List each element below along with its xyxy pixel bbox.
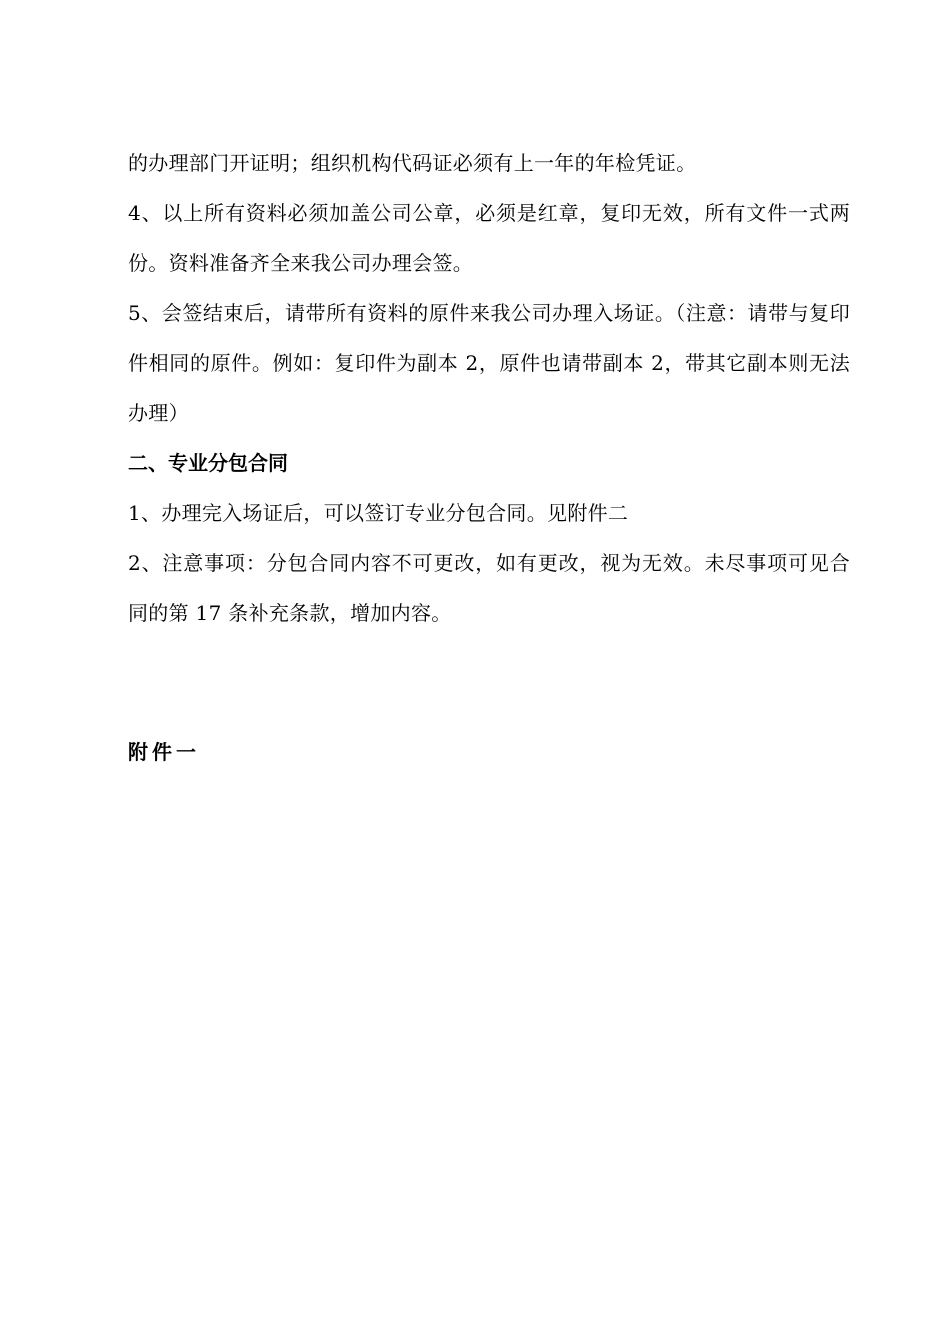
paragraph-subcontract-item-2: 2、注意事项：分包合同内容不可更改，如有更改，视为无效。未尽事项可见合同的第 17 条补充条款，增加内容。 <box>128 551 850 625</box>
document-body <box>128 138 850 638</box>
paragraph-certificate-note: 的办理部门开证明；组织机构代码证必须有上一年的年检凭证。 <box>128 151 697 175</box>
section-heading-subcontract: 二、专业分包合同 <box>128 451 288 475</box>
paragraph-subcontract-item-1: 1、办理完入场证后，可以签订专业分包合同。见附件二 <box>128 501 629 525</box>
attachment-one-title: 附件一 <box>128 740 200 764</box>
paragraph-item-4-company-seal: 4、以上所有资料必须加盖公司公章，必须是红章，复印无效，所有文件一式两份。资料准备齐全来我公司办理会签。 <box>128 201 850 275</box>
paragraph-item-5-entry-permit: 5、会签结束后，请带所有资料的原件来我公司办理入场证。（注意：请带与复印件相同的原件。例如：复印件为副本 2，原件也请带副本 2，带其它副本则无法办理） <box>128 301 850 425</box>
